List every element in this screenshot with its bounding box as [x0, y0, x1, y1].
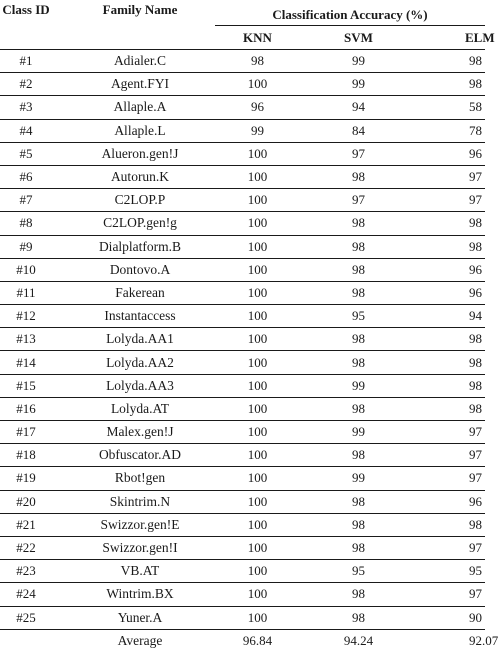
family-name-cell: Adialer.C — [65, 50, 215, 73]
knn-accuracy-cell: 100 — [215, 305, 300, 328]
elm-accuracy-cell: 98 — [417, 50, 485, 73]
family-name-cell: Autorun.K — [65, 165, 215, 188]
svm-accuracy-cell: 98 — [300, 328, 417, 351]
family-name-cell: Instantaccess — [65, 305, 215, 328]
table-row — [0, 444, 485, 467]
elm-accuracy-cell: 78 — [417, 119, 485, 142]
svm-accuracy-cell: 98 — [300, 513, 417, 536]
knn-accuracy-cell: 100 — [215, 142, 300, 165]
table-row — [0, 467, 485, 490]
knn-accuracy-cell: 100 — [215, 212, 300, 235]
table-row — [0, 96, 485, 119]
family-name-cell: Lolyda.AA1 — [65, 328, 215, 351]
family-name-cell: Swizzor.gen!I — [65, 536, 215, 559]
class-id-cell: #17 — [0, 421, 65, 444]
elm-accuracy-cell: 96 — [417, 142, 485, 165]
class-id-cell: #20 — [0, 490, 65, 513]
elm-accuracy-cell: 58 — [417, 96, 485, 119]
class-id-cell: #18 — [0, 444, 65, 467]
header-class-id: Class ID — [0, 0, 65, 50]
class-id-cell: #10 — [0, 258, 65, 281]
knn-accuracy-cell: 100 — [215, 536, 300, 559]
knn-accuracy-cell: 100 — [215, 351, 300, 374]
average-knn: 96.84 — [242, 632, 273, 648]
elm-accuracy-cell: 96 — [417, 281, 485, 304]
class-id-cell: #21 — [0, 513, 65, 536]
table-row — [0, 165, 485, 188]
family-name-cell: C2LOP.P — [65, 189, 215, 212]
table-row — [0, 374, 485, 397]
family-name-cell: Skintrim.N — [65, 490, 215, 513]
knn-accuracy-cell: 100 — [215, 189, 300, 212]
header-classification-accuracy: Classification Accuracy (%) — [215, 0, 485, 26]
svm-accuracy-cell: 98 — [300, 212, 417, 235]
svm-accuracy-cell: 97 — [300, 142, 417, 165]
elm-accuracy-cell: 96 — [417, 490, 485, 513]
svm-accuracy-cell: 99 — [300, 421, 417, 444]
class-id-cell: #14 — [0, 351, 65, 374]
knn-accuracy-cell: 100 — [215, 328, 300, 351]
svm-accuracy-cell: 98 — [300, 281, 417, 304]
class-id-cell: #8 — [0, 212, 65, 235]
svm-accuracy-cell: 98 — [300, 536, 417, 559]
elm-accuracy-cell: 98 — [417, 397, 485, 420]
average-empty-cell — [0, 629, 65, 652]
family-name-cell: Dontovo.A — [65, 258, 215, 281]
elm-accuracy-cell: 98 — [417, 328, 485, 351]
class-id-cell: #7 — [0, 189, 65, 212]
svm-accuracy-cell: 98 — [300, 583, 417, 606]
family-name-cell: Lolyda.AA2 — [65, 351, 215, 374]
svm-accuracy-cell: 95 — [300, 305, 417, 328]
table-row — [0, 513, 485, 536]
svm-accuracy-cell: 99 — [300, 374, 417, 397]
family-name-cell: Agent.FYI — [65, 73, 215, 96]
family-name-cell: Allaple.L — [65, 119, 215, 142]
class-id-cell: #24 — [0, 583, 65, 606]
knn-accuracy-cell: 100 — [215, 281, 300, 304]
svm-accuracy-cell: 99 — [300, 467, 417, 490]
class-id-cell: #16 — [0, 397, 65, 420]
elm-accuracy-cell: 90 — [417, 606, 485, 629]
family-name-cell: VB.AT — [65, 560, 215, 583]
family-name-cell: C2LOP.gen!g — [65, 212, 215, 235]
class-id-cell: #9 — [0, 235, 65, 258]
knn-accuracy-cell: 96 — [215, 96, 300, 119]
svm-accuracy-cell: 98 — [300, 235, 417, 258]
elm-accuracy-cell: 97 — [417, 583, 485, 606]
table-row — [0, 351, 485, 374]
class-id-cell: #3 — [0, 96, 65, 119]
family-name-cell: Swizzor.gen!E — [65, 513, 215, 536]
family-name-cell: Lolyda.AA3 — [65, 374, 215, 397]
class-id-cell: #5 — [0, 142, 65, 165]
elm-accuracy-cell: 98 — [417, 73, 485, 96]
knn-accuracy-cell: 100 — [215, 467, 300, 490]
svm-accuracy-cell: 84 — [300, 119, 417, 142]
knn-accuracy-cell: 100 — [215, 560, 300, 583]
family-name-cell: Rbot!gen — [65, 467, 215, 490]
knn-accuracy-cell: 98 — [215, 50, 300, 73]
table-row — [0, 305, 485, 328]
svm-accuracy-cell: 97 — [300, 189, 417, 212]
elm-accuracy-cell: 98 — [417, 513, 485, 536]
table-row — [0, 397, 485, 420]
class-id-cell: #23 — [0, 560, 65, 583]
svm-accuracy-cell: 98 — [300, 444, 417, 467]
header-elm: ELM — [417, 26, 485, 50]
average-elm: 92.07 — [469, 632, 498, 648]
table-body — [0, 50, 498, 652]
knn-accuracy-cell: 100 — [215, 444, 300, 467]
elm-accuracy-cell: 94 — [417, 305, 485, 328]
table-row — [0, 536, 485, 559]
knn-accuracy-cell: 100 — [215, 73, 300, 96]
family-name-cell: Lolyda.AT — [65, 397, 215, 420]
elm-accuracy-cell: 95 — [417, 560, 485, 583]
knn-accuracy-cell: 100 — [215, 583, 300, 606]
elm-accuracy-cell: 98 — [417, 235, 485, 258]
knn-accuracy-cell: 100 — [215, 374, 300, 397]
svm-accuracy-cell: 98 — [300, 258, 417, 281]
elm-accuracy-cell: 97 — [417, 467, 485, 490]
table-row — [0, 281, 485, 304]
elm-accuracy-cell: 98 — [417, 212, 485, 235]
elm-accuracy-cell: 98 — [417, 374, 485, 397]
family-name-cell: Malex.gen!J — [65, 421, 215, 444]
knn-accuracy-cell: 100 — [215, 235, 300, 258]
header-svm: SVM — [300, 26, 417, 50]
table-row — [0, 258, 485, 281]
table-row — [0, 119, 485, 142]
svm-accuracy-cell: 95 — [300, 560, 417, 583]
knn-accuracy-cell: 100 — [215, 513, 300, 536]
average-svm: 94.24 — [343, 632, 374, 648]
knn-accuracy-cell: 100 — [215, 606, 300, 629]
class-id-cell: #11 — [0, 281, 65, 304]
knn-accuracy-cell: 100 — [215, 165, 300, 188]
knn-accuracy-cell: 100 — [215, 397, 300, 420]
elm-accuracy-cell: 97 — [417, 536, 485, 559]
class-id-cell: #22 — [0, 536, 65, 559]
svm-accuracy-cell: 98 — [300, 490, 417, 513]
average-row — [0, 629, 485, 652]
class-id-cell: #2 — [0, 73, 65, 96]
table-row — [0, 421, 485, 444]
elm-accuracy-cell: 97 — [417, 189, 485, 212]
elm-accuracy-cell: 98 — [417, 351, 485, 374]
class-id-cell: #4 — [0, 119, 65, 142]
table-row — [0, 606, 485, 629]
header-knn: KNN — [215, 26, 300, 50]
table-row — [0, 73, 485, 96]
elm-accuracy-cell: 97 — [417, 444, 485, 467]
elm-accuracy-cell: 96 — [417, 258, 485, 281]
elm-accuracy-cell: 97 — [417, 421, 485, 444]
class-id-cell: #12 — [0, 305, 65, 328]
svm-accuracy-cell: 98 — [300, 606, 417, 629]
family-name-cell: Wintrim.BX — [65, 583, 215, 606]
table-row — [0, 490, 485, 513]
knn-accuracy-cell: 100 — [215, 258, 300, 281]
table-header — [0, 0, 495, 50]
class-id-cell: #13 — [0, 328, 65, 351]
table-row — [0, 50, 485, 73]
family-name-cell: Fakerean — [65, 281, 215, 304]
table-row — [0, 235, 485, 258]
svm-accuracy-cell: 98 — [300, 165, 417, 188]
class-id-cell: #1 — [0, 50, 65, 73]
family-name-cell: Dialplatform.B — [65, 235, 215, 258]
family-name-cell: Alueron.gen!J — [65, 142, 215, 165]
svm-accuracy-cell: 94 — [300, 96, 417, 119]
table-row — [0, 142, 485, 165]
svm-accuracy-cell: 99 — [300, 50, 417, 73]
knn-accuracy-cell: 99 — [215, 119, 300, 142]
svm-accuracy-cell: 99 — [300, 73, 417, 96]
svm-accuracy-cell: 98 — [300, 351, 417, 374]
family-name-cell: Yuner.A — [65, 606, 215, 629]
class-id-cell: #25 — [0, 606, 65, 629]
table-row — [0, 189, 485, 212]
svm-accuracy-cell: 98 — [300, 397, 417, 420]
class-id-cell: #19 — [0, 467, 65, 490]
family-name-cell: Allaple.A — [65, 96, 215, 119]
table-row — [0, 328, 485, 351]
class-id-cell: #15 — [0, 374, 65, 397]
table-row — [0, 560, 485, 583]
knn-accuracy-cell: 100 — [215, 490, 300, 513]
average-label: Average — [117, 632, 163, 648]
elm-accuracy-cell: 97 — [417, 165, 485, 188]
table-row — [0, 212, 485, 235]
class-id-cell: #6 — [0, 165, 65, 188]
table-row — [0, 583, 485, 606]
family-name-cell: Obfuscator.AD — [65, 444, 215, 467]
knn-accuracy-cell: 100 — [215, 421, 300, 444]
header-family-name: Family Name — [65, 0, 215, 50]
